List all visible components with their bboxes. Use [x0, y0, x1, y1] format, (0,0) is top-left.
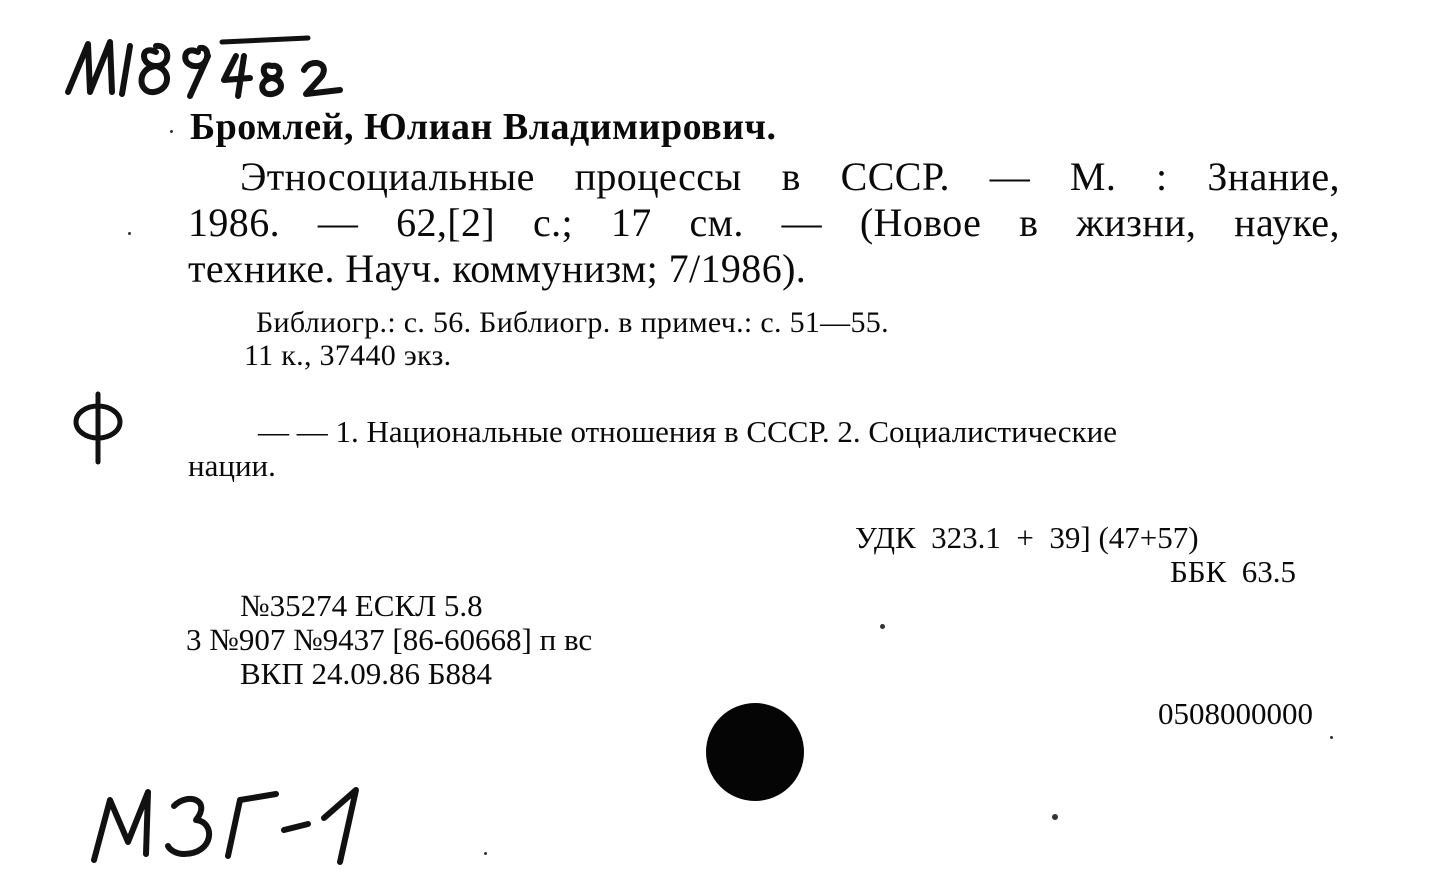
handwritten-inventory-number: [60, 22, 360, 102]
scan-speck: [484, 852, 487, 855]
title-word: процессы: [574, 154, 742, 199]
title-line-1: [240, 154, 1340, 199]
scan-speck: [880, 624, 885, 629]
title-word: :: [1156, 154, 1168, 199]
title-line-2: [188, 200, 1340, 245]
bbk-classification: ББК 63.5: [1170, 554, 1297, 589]
title-word: в: [781, 154, 801, 199]
title-word: в: [1019, 200, 1039, 245]
title-word: 1986.: [188, 200, 280, 245]
title-word: М.: [1069, 154, 1117, 199]
udk-classification: УДК 323.1 + 39] (47+57): [855, 520, 1199, 555]
author-heading: Бромлей, Юлиан Владимирович.: [190, 106, 777, 148]
title-word: 17: [610, 200, 652, 245]
registration-line-1: №35274 ЕСКЛ 5.8: [240, 588, 483, 623]
punch-hole: [706, 703, 804, 801]
title-word: —: [781, 200, 822, 245]
scan-speck: [1330, 736, 1333, 739]
title-word: см.: [689, 200, 744, 245]
title-line-3: технике. Науч. коммунизм; 7/1986).: [188, 246, 807, 291]
title-word: —: [317, 200, 359, 245]
scan-speck: [170, 130, 173, 133]
title-word: науке,: [1234, 200, 1340, 245]
subject-headings-continued: нации.: [188, 448, 276, 483]
title-word: жизни,: [1076, 200, 1197, 245]
handwritten-phi-mark: [68, 388, 128, 468]
bibliography-note: Библиогр.: с. 56. Библиогр. в примеч.: с. 51—55.: [256, 306, 889, 339]
title-word: с.;: [532, 200, 574, 245]
title-word: Этносоциальные: [240, 154, 535, 199]
scan-speck: [128, 232, 131, 235]
title-word: (Новое: [859, 200, 982, 245]
title-word: Знание,: [1207, 154, 1340, 199]
card-code: 0508000000: [1158, 696, 1313, 731]
title-word: 62,[2]: [396, 200, 496, 245]
title-word: СССР.: [840, 154, 950, 199]
scan-speck: [1052, 814, 1058, 820]
subject-headings: — — 1. Национальные отношения в СССР. 2. Социалистические: [258, 414, 1117, 449]
print-run-note: 11 к., 37440 экз.: [244, 339, 452, 372]
registration-line-3: ВКП 24.09.86 Б884: [240, 656, 493, 691]
title-word: —: [989, 154, 1031, 199]
registration-line-2: 3 №907 №9437 [86-60668] п вс: [186, 622, 593, 657]
handwritten-shelf-mark: [88, 770, 378, 870]
